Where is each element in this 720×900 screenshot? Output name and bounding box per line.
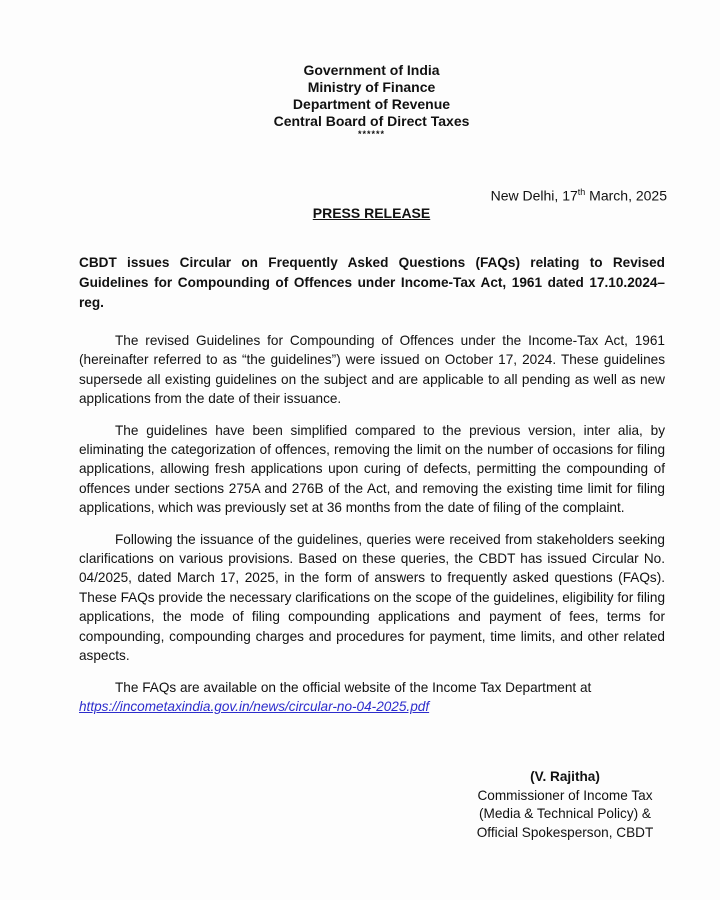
paragraph-4 [79,678,665,717]
header-stars: ****** [357,129,385,139]
signature-block [460,768,670,842]
paragraph-2: The guidelines have been simplified compared to the previous version, inter alia, by eliminating the categorization of offences, removing the limit on the number of occasions for filing applications, allowing fresh applications upon curing of defects, permitting the compounding of offences under sections 275A and 276B of the Act, and removing the existing time limit for filing applications, which was previously set at 36 months from the date of filing of the complaint. [79,422,665,516]
place-date [491,187,667,204]
circular-link[interactable]: https://incometaxindia.gov.in/news/circular-no-04-2025.pdf [79,698,430,714]
signatory-role: Official Spokesperson, CBDT [476,824,654,840]
document-title: PRESS RELEASE [312,205,431,221]
paragraph-3: Following the issuance of the guidelines, queries were received from stakeholders seeking clarifications on various provisions. Based on these queries, the CBDT has issued Circular No. 04/2025, dated March 17, 2025, in the form of answers to frequently asked questions (FAQs). These FAQs provide the necessary clarifications on the scope of the guidelines, eligibility for filing applications, the mode of filing compounding applications and payment of fees, terms for compounding, compounding charges and procedures for payment, time limits, and other related aspects. [79,531,665,664]
paragraph-1: The revised Guidelines for Compounding of Offences under the Income-Tax Act, 1961 (hereinafter referred to as “the guidelines”) were issued on October 17, 2024. These guidelines supersede all existing guidelines on the subject and are applicable to all pending as well as new applications from the date of their issuance. [79,333,665,407]
body-text [79,331,665,728]
place-date-suffix-sup: th [577,187,586,197]
paragraph-4-text: The FAQs are available on the official website of the Income Tax Department at [115,679,592,695]
header-government: Government of India [303,62,440,78]
place-date-prefix: New Delhi, 17 [490,187,578,204]
header-board: Central Board of Direct Taxes [273,113,470,129]
signatory-designation: Commissioner of Income Tax [477,787,653,803]
subject-line: CBDT issues Circular on Frequently Asked Questions (FAQs) relating to Revised Guidelines for Compounding of Offences under Income-Tax Act, 1961 dated 17.10.2024– reg. [79,255,665,310]
header-department: Department of Revenue [292,96,451,112]
signatory-department: (Media & Technical Policy) & [478,806,651,822]
letterhead [0,62,720,138]
place-date-suffix: March, 2025 [585,187,667,204]
signatory-name: (V. Rajitha) [530,769,600,784]
header-ministry: Ministry of Finance [307,79,436,95]
